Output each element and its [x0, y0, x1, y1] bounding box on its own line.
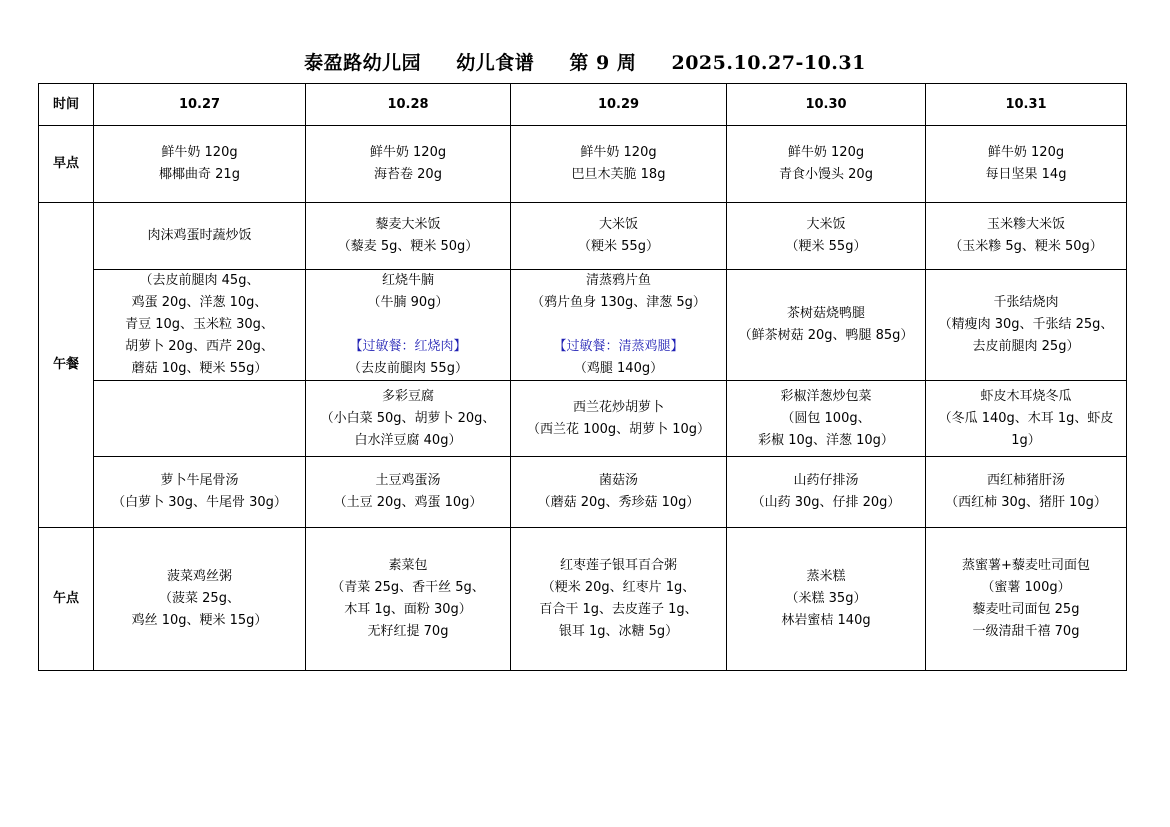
cell-line: 千张结烧肉: [993, 295, 1059, 310]
cell-line: 青豆 10g、玉米粒 30g、: [125, 317, 274, 332]
breakfast-cell: [926, 126, 1127, 203]
cell-line: （鸦片鱼身 130g、津葱 5g）: [531, 295, 706, 310]
lunch-main-row: [39, 270, 1127, 381]
cell-line: 鲜牛奶 120g: [161, 145, 238, 160]
cell-line: （精瘦肉 30g、千张结 25g、: [938, 317, 1114, 332]
cell-line: 青食小馒头 20g: [779, 167, 873, 182]
cell-line: （土豆 20g、鸡蛋 10g）: [333, 495, 483, 510]
cell-line: （菠菜 25g、: [159, 591, 240, 606]
cell-line: 西红柿猪肝汤: [986, 473, 1065, 488]
lunch-soup-cell: [511, 457, 727, 528]
menu-table: [38, 83, 1127, 671]
cell-line: 木耳 1g、面粉 30g）: [344, 602, 472, 617]
day-header: 10.30: [727, 84, 926, 126]
cell-line: 蘑菇 10g、粳米 55g）: [131, 361, 268, 376]
breakfast-cell: [306, 126, 511, 203]
snack-cell: [94, 528, 306, 671]
cell-line: 鲜牛奶 120g: [787, 145, 865, 160]
cell-line: 1g）: [1011, 432, 1041, 448]
cell-line: 山药仔排汤: [793, 473, 859, 488]
day-header: 10.27: [94, 84, 306, 126]
day-header: 10.28: [306, 84, 511, 126]
lunch-veg-cell: [926, 381, 1127, 457]
cell-line: 百合干 1g、去皮莲子 1g、: [539, 602, 698, 617]
lunch-soup-cell: [727, 457, 926, 528]
lunch-staple-cell: [306, 203, 511, 270]
lunch-soup-row: [39, 457, 1127, 528]
cell-line: 土豆鸡蛋汤: [375, 473, 441, 488]
header-row: [39, 84, 1127, 126]
cell-line: （玉米糁 5g、粳米 50g）: [949, 239, 1103, 254]
cell-line: 银耳 1g、冰糖 5g）: [558, 624, 679, 639]
breakfast-row: [39, 126, 1127, 203]
snack-cell: [926, 528, 1127, 671]
lunch-main-cell: [306, 270, 511, 381]
lunch-soup-cell: [94, 457, 306, 528]
cell-line: （粳米 20g、红枣片 1g、: [541, 580, 696, 595]
cell-line: （青菜 25g、香干丝 5g、: [331, 580, 485, 595]
cell-line: 大米饭: [806, 217, 846, 232]
menu-name: 幼儿食谱: [456, 52, 535, 74]
cell-line: （冬瓜 140g、木耳 1g、虾皮: [938, 410, 1114, 426]
snack-cell: [511, 528, 727, 671]
day-header: 10.31: [926, 84, 1127, 126]
cell-line: 鸡蛋 20g、洋葱 10g、: [131, 295, 268, 310]
snack-label: 午点: [39, 528, 94, 671]
lunch-veg-cell: [94, 381, 306, 457]
day-header: 10.29: [511, 84, 727, 126]
cell-line: （粳米 55g）: [578, 239, 659, 254]
cell-line: （西红柿 30g、猪肝 10g）: [945, 495, 1107, 510]
cell-line: 菠菜鸡丝粥: [166, 569, 232, 584]
cell-line: 大米饭: [598, 217, 638, 232]
lunch-veg-cell: [511, 381, 727, 457]
week-number: 第 9 周: [569, 52, 637, 74]
page-title: [0, 48, 1170, 75]
cell-line: （小白菜 50g、胡萝卜 20g、: [320, 410, 496, 426]
lunch-staple-cell: [926, 203, 1127, 270]
cell-line: 椰椰曲奇 21g: [159, 167, 240, 182]
cell-line: 蒸米糕: [806, 569, 846, 584]
cell-line: 鲜牛奶 120g: [987, 145, 1065, 160]
cell-line: 多彩豆腐: [381, 388, 434, 404]
cell-line: 玉米糁大米饭: [986, 217, 1065, 232]
blank-line: [515, 314, 722, 336]
cell-line: （牛腩 90g）: [367, 295, 449, 310]
allergy-note: 【过敏餐：红烧肉】: [349, 339, 467, 354]
cell-line: （西兰花 100g、胡萝卜 10g）: [526, 421, 711, 437]
cell-line: 素菜包: [388, 558, 428, 573]
cell-line: （山药 30g、仔排 20g）: [751, 495, 901, 510]
cell-line: 肉沫鸡蛋时蔬炒饭: [147, 228, 252, 243]
cell-line: 萝卜牛尾骨汤: [160, 473, 239, 488]
breakfast-cell: [94, 126, 306, 203]
lunch-veg-cell: [306, 381, 511, 457]
lunch-staple-cell: [511, 203, 727, 270]
cell-line: 巴旦木芙脆 18g: [571, 167, 666, 182]
cell-line: 白水洋豆腐 40g）: [354, 432, 462, 448]
cell-line: 胡萝卜 20g、西芹 20g、: [125, 339, 274, 354]
blank-line: [310, 314, 506, 336]
cell-line: 虾皮木耳烧冬瓜: [980, 388, 1072, 404]
lunch-soup-cell: [926, 457, 1127, 528]
cell-line: 去皮前腿肉 25g）: [972, 339, 1080, 354]
cell-line: 一级清甜千禧 70g: [972, 624, 1080, 639]
lunch-label: 午餐: [39, 203, 94, 528]
cell-line: （去皮前腿肉 45g、: [139, 273, 260, 288]
cell-line: 无籽红提 70g: [367, 624, 449, 639]
cell-line: 彩椒洋葱炒包菜: [780, 388, 872, 404]
cell-line: （鲜茶树菇 20g、鸭腿 85g）: [738, 328, 914, 343]
snack-cell: [727, 528, 926, 671]
cell-line: 茶树菇烧鸭腿: [786, 306, 865, 321]
lunch-staple-cell: [94, 203, 306, 270]
cell-line: 每日坚果 14g: [985, 167, 1067, 182]
breakfast-cell: [511, 126, 727, 203]
school-name: 泰盈路幼儿园: [304, 52, 422, 74]
lunch-staple-cell: [727, 203, 926, 270]
cell-line: 鸡丝 10g、粳米 15g）: [131, 613, 268, 628]
lunch-veg-cell: [727, 381, 926, 457]
lunch-veg-row: [39, 381, 1127, 457]
cell-line: （圆包 100g、: [781, 410, 871, 426]
cell-line: 海苔卷 20g: [374, 167, 442, 182]
cell-line: 林岩蜜桔 140g: [781, 613, 871, 628]
cell-line: 鲜牛奶 120g: [580, 145, 657, 160]
cell-line: 红烧牛腩: [381, 273, 434, 288]
cell-line: （鸡腿 140g）: [573, 361, 664, 376]
cell-line: （米糕 35g）: [785, 591, 867, 606]
cell-line: （蜜薯 100g）: [981, 580, 1071, 595]
cell-line: 藜麦吐司面包 25g: [972, 602, 1080, 617]
cell-line: 菌菇汤: [598, 473, 638, 488]
cell-line: 清蒸鸦片鱼: [585, 273, 651, 288]
cell-line: 西兰花炒胡萝卜: [572, 399, 664, 415]
lunch-main-cell: [926, 270, 1127, 381]
cell-line: （白萝卜 30g、牛尾骨 30g）: [112, 495, 287, 510]
cell-line: （粳米 55g）: [785, 239, 867, 254]
cell-line: （去皮前腿肉 55g）: [348, 361, 468, 376]
date-range: 2025.10.27-10.31: [671, 52, 866, 74]
snack-row: [39, 528, 1127, 671]
snack-cell: [306, 528, 511, 671]
cell-line: 彩椒 10g、洋葱 10g）: [758, 432, 894, 448]
cell-line: （藜麦 5g、粳米 50g）: [337, 239, 479, 254]
breakfast-label: 早点: [39, 126, 94, 203]
lunch-main-cell: [94, 270, 306, 381]
breakfast-cell: [727, 126, 926, 203]
lunch-staple-row: [39, 203, 1127, 270]
cell-line: 鲜牛奶 120g: [369, 145, 447, 160]
cell-line: 红枣莲子银耳百合粥: [559, 558, 677, 573]
allergy-note: 【过敏餐：清蒸鸡腿】: [553, 339, 684, 354]
time-header: 时间: [39, 84, 94, 126]
cell-line: 蒸蜜薯+藜麦吐司面包: [962, 558, 1090, 573]
lunch-main-cell: [511, 270, 727, 381]
lunch-soup-cell: [306, 457, 511, 528]
cell-line: 藜麦大米饭: [375, 217, 441, 232]
lunch-main-cell: [727, 270, 926, 381]
cell-line: （蘑菇 20g、秀珍菇 10g）: [537, 495, 700, 510]
